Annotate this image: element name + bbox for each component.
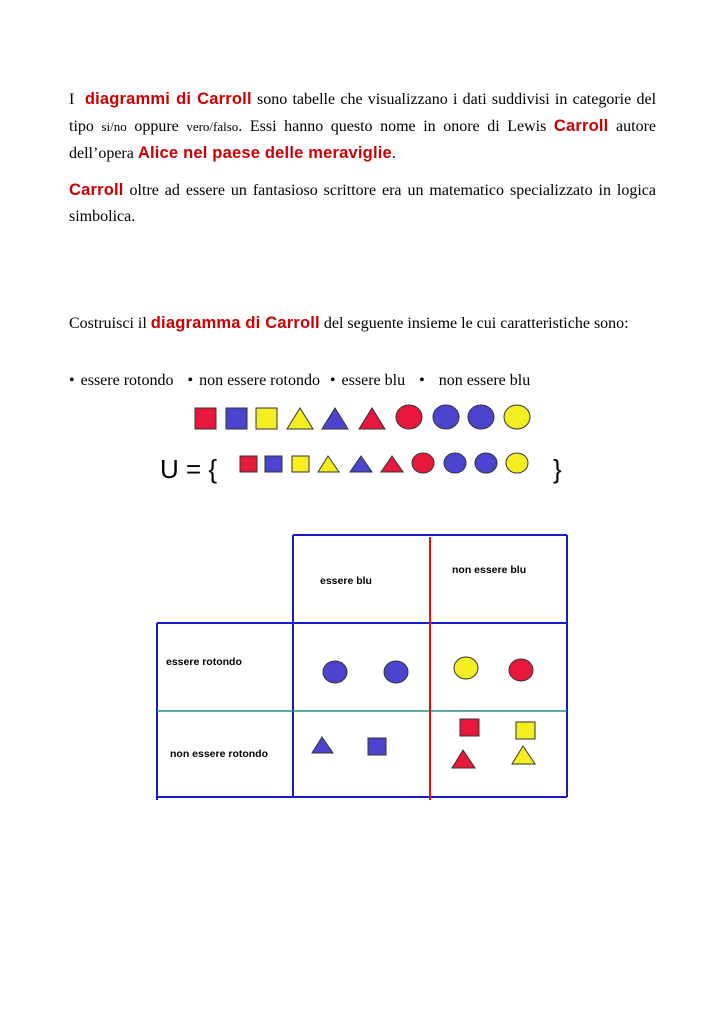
red-circle-shape xyxy=(412,453,434,473)
intro-verofalso: vero/falso xyxy=(186,119,239,134)
intro-text-2: . Essi hanno questo nome in onore di Lewis xyxy=(238,118,547,135)
yellow-square-shape xyxy=(292,456,309,472)
blue-circle-shape xyxy=(468,405,494,429)
blue-triangle-shape xyxy=(312,737,333,753)
bullet-glyph: • xyxy=(187,372,194,389)
blue-triangle-shape xyxy=(350,456,372,472)
red-triangle-shape xyxy=(452,750,475,768)
term-diagramma-di-carroll: diagramma di Carroll xyxy=(150,314,320,332)
red-circle-shape xyxy=(509,659,533,681)
intro-text-1: sono tabelle che visualizzano i dati suddivisi in categorie del tipo xyxy=(69,91,657,135)
bullet-glyph: • xyxy=(69,372,75,389)
blue-square-shape xyxy=(226,408,247,429)
task-rest: del seguente insieme le cui caratteristiche sono: xyxy=(323,315,629,332)
yellow-circle-shape xyxy=(454,657,478,679)
yellow-triangle-shape xyxy=(287,408,313,429)
blue-square-shape xyxy=(265,456,282,472)
term-carroll: Carroll xyxy=(553,117,609,135)
col-header-non-blu: non essere blu xyxy=(452,564,527,576)
red-circle-shape xyxy=(396,405,422,429)
cell-round-blue xyxy=(323,661,408,683)
red-square-shape xyxy=(460,719,479,736)
criterion-non-rotondo: non essere rotondo xyxy=(199,372,320,389)
cell-round-notblue xyxy=(454,657,533,681)
yellow-triangle-shape xyxy=(512,746,535,764)
term-alice: Alice nel paese delle meraviglie xyxy=(137,144,392,162)
carroll-text: oltre ad essere un fantasioso scrittore era un matematico specializzato in logica simbolica. xyxy=(69,182,657,225)
cell-notround-blue xyxy=(312,737,386,755)
blue-circle-shape xyxy=(384,661,408,683)
task-start: Costruisci il xyxy=(69,315,147,332)
yellow-square-shape xyxy=(256,408,277,429)
blue-circle-shape xyxy=(433,405,459,429)
blue-circle-shape xyxy=(475,453,497,473)
red-triangle-shape xyxy=(359,408,385,429)
red-triangle-shape xyxy=(381,456,403,472)
yellow-circle-shape xyxy=(506,453,528,473)
shapes-row-large xyxy=(195,405,530,429)
col-header-blu: essere blu xyxy=(320,575,372,587)
row-header-non-rotondo: non essere rotondo xyxy=(170,748,269,760)
red-square-shape xyxy=(240,456,257,472)
set-notation xyxy=(160,453,562,484)
blue-triangle-shape xyxy=(322,408,348,429)
cell-notround-notblue xyxy=(452,719,535,768)
criterion-non-blu: non essere blu xyxy=(438,372,531,389)
yellow-square-shape xyxy=(516,722,535,739)
intro-sino: si/no xyxy=(101,119,127,134)
intro-end: . xyxy=(391,145,396,162)
set-lhs: U = { xyxy=(160,454,218,484)
term-diagrammi-di-carroll: diagrammi di Carroll xyxy=(84,90,252,108)
blue-circle-shape xyxy=(444,453,466,473)
criterion-rotondo: essere rotondo xyxy=(80,372,174,389)
intro-oppure: oppure xyxy=(134,118,179,135)
criterion-blu: essere blu xyxy=(341,372,406,389)
yellow-triangle-shape xyxy=(318,456,339,472)
yellow-circle-shape xyxy=(504,405,530,429)
bullet-glyph: • xyxy=(329,372,336,389)
blue-circle-shape xyxy=(323,661,347,683)
term-carroll-2: Carroll xyxy=(69,181,124,199)
bullet-glyph: • xyxy=(419,372,425,389)
blue-square-shape xyxy=(368,738,386,755)
set-close: } xyxy=(553,454,562,484)
row-header-rotondo: essere rotondo xyxy=(166,656,242,668)
red-square-shape xyxy=(195,408,216,429)
intro-i: I xyxy=(69,91,75,108)
intro-autore: autore dell’opera xyxy=(69,118,657,162)
